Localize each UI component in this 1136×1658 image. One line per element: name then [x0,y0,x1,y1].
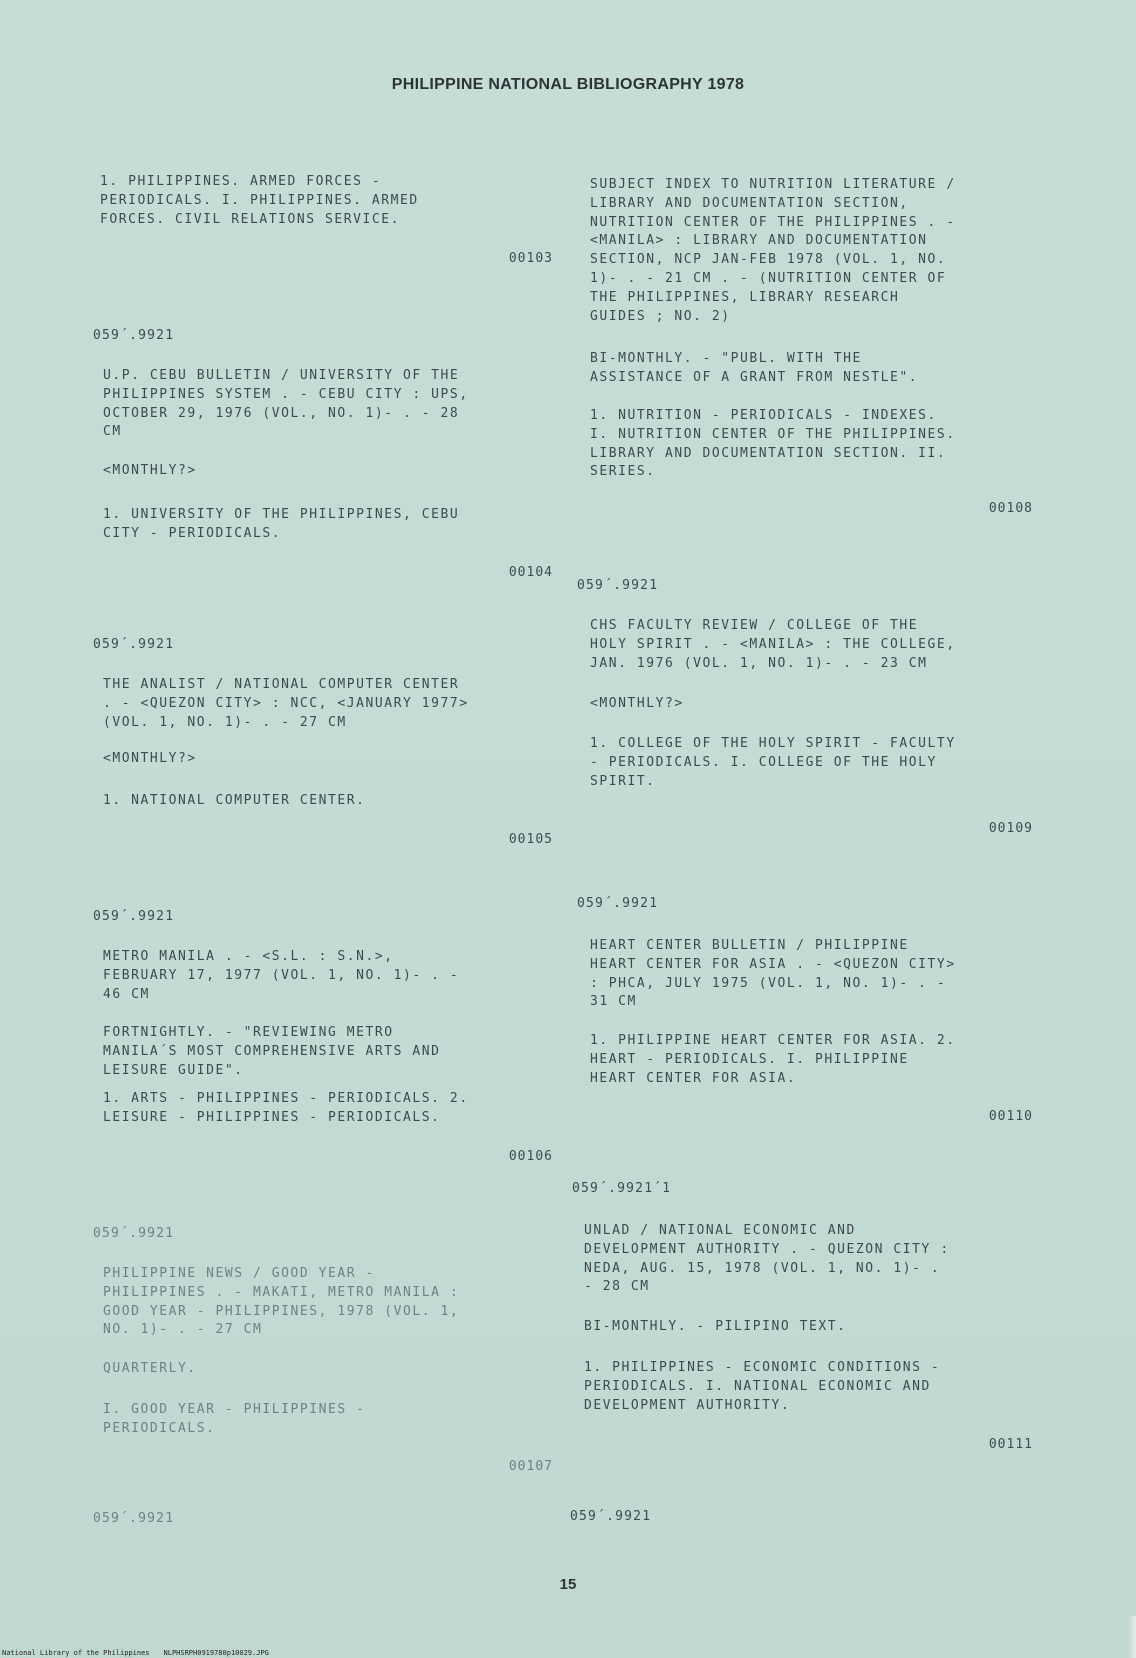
classification-number: 059´.9921´1 [572,1181,672,1196]
classification-number: 059´.9921 [93,637,175,652]
entry-frequency: <MONTHLY?> [103,751,197,766]
entry-notes: FORTNIGHTLY. - "REVIEWING METRO MANILA´S MOST COMPREHENSIVE ARTS AND LEISURE GUIDE". [103,1025,441,1078]
classification-number: 059´.9921 [570,1509,652,1524]
entry-description: SUBJECT INDEX TO NUTRITION LITERATURE / LIBRARY AND DOCUMENTATION SECTION, NUTRITION CENTER OF THE PHILIPPINES . - <MANILA> : LIBRARY AND DOCUMENTATION SECTION, NCP JAN-FEB 1978 (VOL. 1, NO. 1)- . - 21 CM . - (NUTRITION CENTER OF THE PHILIPPINES, LIBRARY RESEARCH GUIDES ; NO. 2) [590,177,956,324]
page-number: 15 [559,1576,577,1593]
entry-description: PHILIPPINE NEWS / GOOD YEAR - PHILIPPINES . - MAKATI, METRO MANILA : GOOD YEAR - PHILIPPINES, 1978 (VOL. 1, NO. 1)- . - 27 CM [103,1266,460,1338]
entry-notes: BI-MONTHLY. - "PUBL. WITH THE ASSISTANCE OF A GRANT FROM NESTLE". [590,351,919,385]
entry-frequency: QUARTERLY. [103,1361,197,1376]
entry-subjects: 1. PHILIPPINES. ARMED FORCES - PERIODICALS. I. PHILIPPINES. ARMED FORCES. CIVIL RELATIONS SERVICE. [100,174,419,227]
entry-number: 00111 [988,1437,1033,1452]
entry-subjects: 1. PHILIPPINE HEART CENTER FOR ASIA. 2. HEART - PERIODICALS. I. PHILIPPINE HEART CENTER FOR ASIA. [590,1033,956,1086]
entry-description: U.P. CEBU BULLETIN / UNIVERSITY OF THE PHILIPPINES SYSTEM . - CEBU CITY : UPS, OCTOBER 29, 1976 (VOL., NO. 1)- . - 28 CM [103,368,469,440]
entry-number: 00110 [988,1109,1033,1124]
entry-description: CHS FACULTY REVIEW / COLLEGE OF THE HOLY SPIRIT . - <MANILA> : THE COLLEGE, JAN. 1976 (VOL. 1, NO. 1)- . - 23 CM [590,618,956,671]
footer-file: NLPHSRPH0919780p10029.JPG [163,1649,269,1657]
page-title: PHILIPPINE NATIONAL BIBLIOGRAPHY 1978 [391,76,745,93]
entry-subjects: 1. NATIONAL COMPUTER CENTER. [103,793,366,808]
classification-number: 059´.9921 [93,909,175,924]
entry-number: 00103 [508,251,553,266]
entry-number: 00108 [988,501,1033,516]
footer-library: National Library of the Philippines [2,1649,150,1657]
classification-number: 059´.9921 [93,1226,175,1241]
entry-subjects: 1. COLLEGE OF THE HOLY SPIRIT - FACULTY - PERIODICALS. I. COLLEGE OF THE HOLY SPIRIT. [590,736,956,789]
scan-footer [2,1649,283,1657]
entry-number: 00107 [508,1459,553,1474]
entry-subjects: 1. UNIVERSITY OF THE PHILIPPINES, CEBU CITY - PERIODICALS. [103,507,460,541]
classification-number: 059´.9921 [577,578,659,593]
entry-number: 00106 [508,1149,553,1164]
entry-description: UNLAD / NATIONAL ECONOMIC AND DEVELOPMENT AUTHORITY . - QUEZON CITY : NEDA, AUG. 15, 1978 (VOL. 1, NO. 1)- . - 28 CM [584,1223,950,1295]
page-edge [1128,1616,1136,1658]
entry-number: 00105 [508,832,553,847]
entry-description: HEART CENTER BULLETIN / PHILIPPINE HEART CENTER FOR ASIA . - <QUEZON CITY> : PHCA, JULY 1975 (VOL. 1, NO. 1)- . - 31 CM [590,938,956,1010]
entry-frequency: <MONTHLY?> [103,463,197,478]
entry-subjects: I. GOOD YEAR - PHILIPPINES - PERIODICALS. [103,1402,366,1436]
entry-number: 00109 [988,821,1033,836]
entry-description: METRO MANILA . - <S.L. : S.N.>, FEBRUARY 17, 1977 (VOL. 1, NO. 1)- . - 46 CM [103,949,460,1002]
entry-number: 00104 [508,565,553,580]
classification-number: 059´.9921 [577,896,659,911]
entry-subjects: 1. PHILIPPINES - ECONOMIC CONDITIONS - PERIODICALS. I. NATIONAL ECONOMIC AND DEVELOPMENT AUTHORITY. [584,1360,941,1413]
entry-description: THE ANALIST / NATIONAL COMPUTER CENTER . - <QUEZON CITY> : NCC, <JANUARY 1977> (VOL. 1, NO. 1)- . - 27 CM [103,677,469,730]
entry-frequency: <MONTHLY?> [590,696,684,711]
entry-subjects: 1. NUTRITION - PERIODICALS - INDEXES. I. NUTRITION CENTER OF THE PHILIPPINES. LIBRARY AND DOCUMENTATION SECTION. II. SERIES. [590,408,956,480]
entry-notes: BI-MONTHLY. - PILIPINO TEXT. [584,1319,847,1334]
classification-number: 059´.9921 [93,1511,175,1526]
entry-subjects: 1. ARTS - PHILIPPINES - PERIODICALS. 2. LEISURE - PHILIPPINES - PERIODICALS. [103,1091,469,1125]
classification-number: 059´.9921 [93,328,175,343]
